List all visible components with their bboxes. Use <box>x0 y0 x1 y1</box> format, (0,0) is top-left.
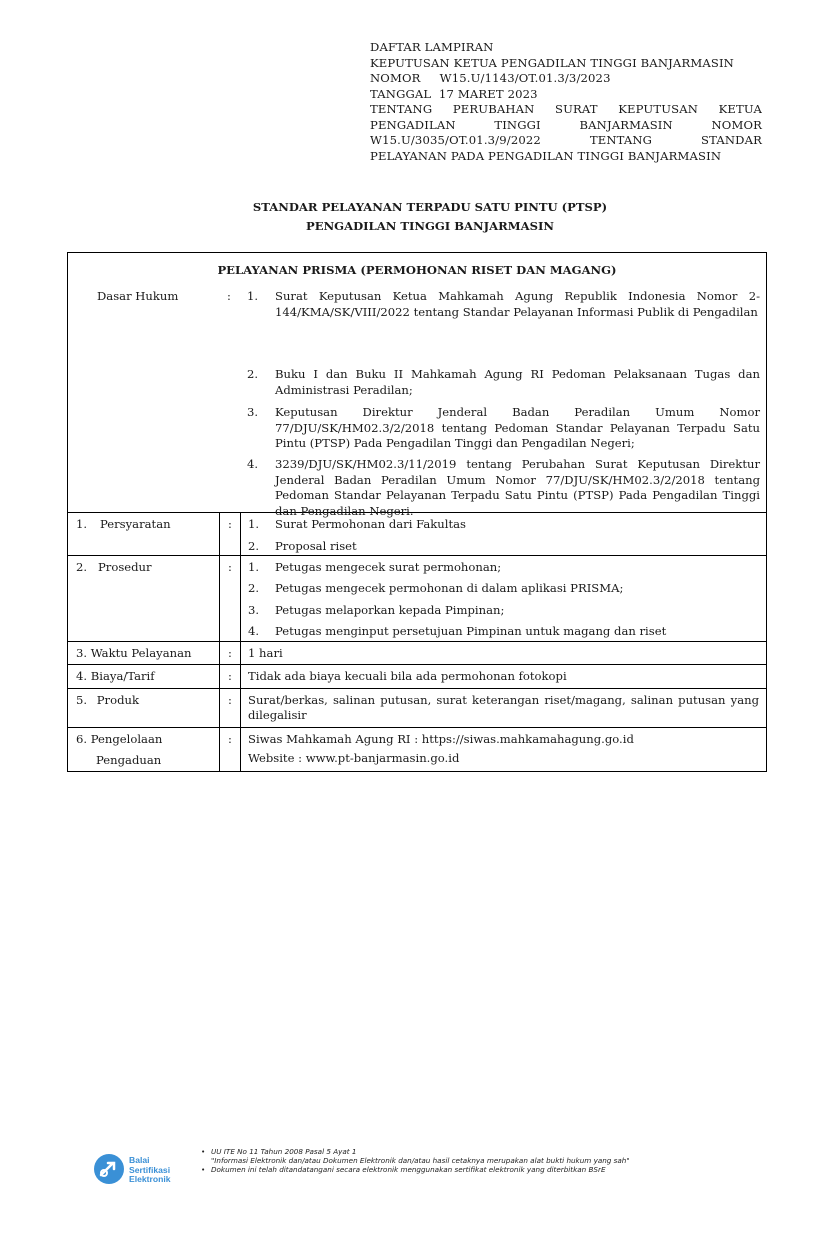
produk-value: Surat/berkas, salinan putusan, surat keterangan riset/magang, salinan putusan yang dilegalisir <box>248 692 759 722</box>
item-text: Petugas mengecek surat permohonan; <box>275 559 502 574</box>
row-label: Pengelolaan <box>90 731 163 746</box>
row-label: Persyaratan <box>100 517 171 531</box>
item-text: Keputusan Direktur Jenderal Badan Peradilan Umum Nomor 77/DJU/SK/HM02.3/2/2018 tentang Pedoman Standar Pelayanan Terpadu Satu Pintu (PTSP) Pada Pengadilan Tinggi dan Pengadilan Negeri; <box>275 405 760 450</box>
website-text: Website : www.pt-banjarmasin.go.id <box>248 751 460 765</box>
list-item <box>248 517 759 533</box>
item-number: 1. <box>248 517 260 531</box>
biaya-value: Tidak ada biaya kecuali bila ada permohonan fotokopi <box>248 669 567 683</box>
persyaratan-row <box>68 513 766 555</box>
attachment-header <box>370 40 762 164</box>
bsre-logo <box>93 1151 203 1191</box>
colon: : <box>228 559 232 574</box>
item-text: Buku I dan Buku II Mahkamah Agung RI Pedoman Pelaksanaan Tugas dan Administrasi Peradilan; <box>275 367 760 397</box>
logo-line: Sertifikasi <box>129 1164 171 1175</box>
document-subtitle: PENGADILAN TINGGI BANJARMASIN <box>306 219 554 233</box>
legal-notes <box>201 1147 761 1174</box>
row-label: Prosedur <box>98 559 152 574</box>
dasar-hukum-label: Dasar Hukum <box>97 289 179 303</box>
row-number: 2. <box>76 559 88 574</box>
bsre-emblem-icon <box>93 1151 127 1187</box>
item-text: Petugas melaporkan kepada Pimpinan; <box>275 602 505 617</box>
service-standard-table <box>67 252 767 772</box>
item-number: 2. <box>248 581 260 595</box>
item-number: 1. <box>247 289 259 303</box>
header-tentang-last: PELAYANAN PADA PENGADILAN TINGGI BANJARMASIN <box>370 148 722 163</box>
header-line: NOMOR W15.U/1143/OT.01.3/3/2023 <box>370 71 611 85</box>
section-title: PELAYANAN PRISMA (PERMOHONAN RISET DAN MAGANG) <box>217 263 617 277</box>
waktu-row <box>68 641 766 665</box>
row-number: 1. <box>76 517 88 531</box>
pengaduan-row <box>68 727 766 771</box>
prosedur-row <box>68 555 766 641</box>
dasar-hukum-row <box>68 281 766 518</box>
list-item <box>248 624 759 640</box>
list-item <box>248 539 759 555</box>
row-label: Biaya/Tarif <box>90 669 155 683</box>
logo-line: Balai <box>129 1155 150 1165</box>
logo-line: Elektronik <box>129 1174 171 1185</box>
item-text: Petugas mengecek permohonan di dalam aplikasi PRISMA; <box>275 581 624 595</box>
produk-row <box>68 688 766 727</box>
colon: : <box>228 517 232 531</box>
row-label: Waktu Pelayanan <box>90 645 192 660</box>
list-item <box>248 560 759 576</box>
header-line: TANGGAL 17 MARET 2023 <box>370 86 538 101</box>
header-line: KEPUTUSAN KETUA PENGADILAN TINGGI BANJARMASIN <box>370 55 734 70</box>
colon: : <box>227 289 231 303</box>
biaya-row <box>68 665 766 689</box>
item-number: 4. <box>247 457 259 471</box>
note-esign: • Dokumen ini telah ditandatangani secara elektronik menggunakan sertifikat elektronik yang diterbitkan BSrE <box>201 1165 761 1174</box>
esign-footer <box>93 1147 753 1207</box>
list-item <box>248 581 759 597</box>
row-number: 4. <box>76 669 88 683</box>
header-tentang: TENTANG PERUBAHAN SURAT KEPUTUSAN KETUA PENGADILAN TINGGI BANJARMASIN NOMOR W15.U/3035/OT.01.3/9/2022 TENTANG STANDAR <box>370 102 762 147</box>
item-text: Surat Permohonan dari Fakultas <box>275 517 467 531</box>
note-uu-ite-quote: "Informasi Elektronik dan/atau Dokumen Elektronik dan/atau hasil cetaknya merupakan alat bukti hukum yang sah" <box>211 1156 630 1165</box>
row-label-continued: Pengaduan <box>96 753 162 767</box>
colon: : <box>228 669 232 683</box>
row-number: 3. <box>76 645 88 660</box>
item-text: Proposal riset <box>275 538 357 553</box>
item-number: 3. <box>247 405 259 419</box>
item-text: 3239/DJU/SK/HM02.3/11/2019 tentang Perubahan Surat Keputusan Direktur Jenderal Badan Peradilan Umum Nomor 77/DJU/SK/HM02.3/2/2018 tentang Pedoman Standar Pelayanan Terpadu Satu Pintu (PTSP) Pada Pengadilan Tinggi dan Pengadilan Negeri. <box>275 457 760 518</box>
note-uu-ite: • UU ITE No 11 Tahun 2008 Pasal 5 Ayat 1 <box>201 1147 761 1156</box>
header-line: DAFTAR LAMPIRAN <box>370 40 494 54</box>
item-number: 1. <box>248 559 260 574</box>
row-label: Produk <box>96 692 139 707</box>
colon: : <box>228 645 232 660</box>
siwas-link-text: Siwas Mahkamah Agung RI : https://siwas.mahkamahagung.go.id <box>248 731 634 746</box>
item-number: 2. <box>248 538 260 553</box>
item-text: Surat Keputusan Ketua Mahkamah Agung Republik Indonesia Nomor 2-144/KMA/SK/VIII/2022 tentang Standar Pelayanan Informasi Publik di Pengadilan <box>275 289 760 319</box>
row-number: 5. <box>76 692 88 707</box>
colon: : <box>228 731 232 746</box>
item-number: 3. <box>248 602 260 617</box>
list-item <box>248 603 759 619</box>
item-number: 2. <box>247 367 259 381</box>
service-rows <box>68 513 766 771</box>
waktu-value: 1 hari <box>248 645 283 660</box>
row-number: 6. <box>76 731 88 746</box>
item-number: 4. <box>248 624 260 638</box>
document-title: STANDAR PELAYANAN TERPADU SATU PINTU (PTSP) <box>252 200 608 214</box>
item-text: Petugas menginput persetujuan Pimpinan untuk magang dan riset <box>275 624 667 638</box>
colon: : <box>228 692 232 707</box>
